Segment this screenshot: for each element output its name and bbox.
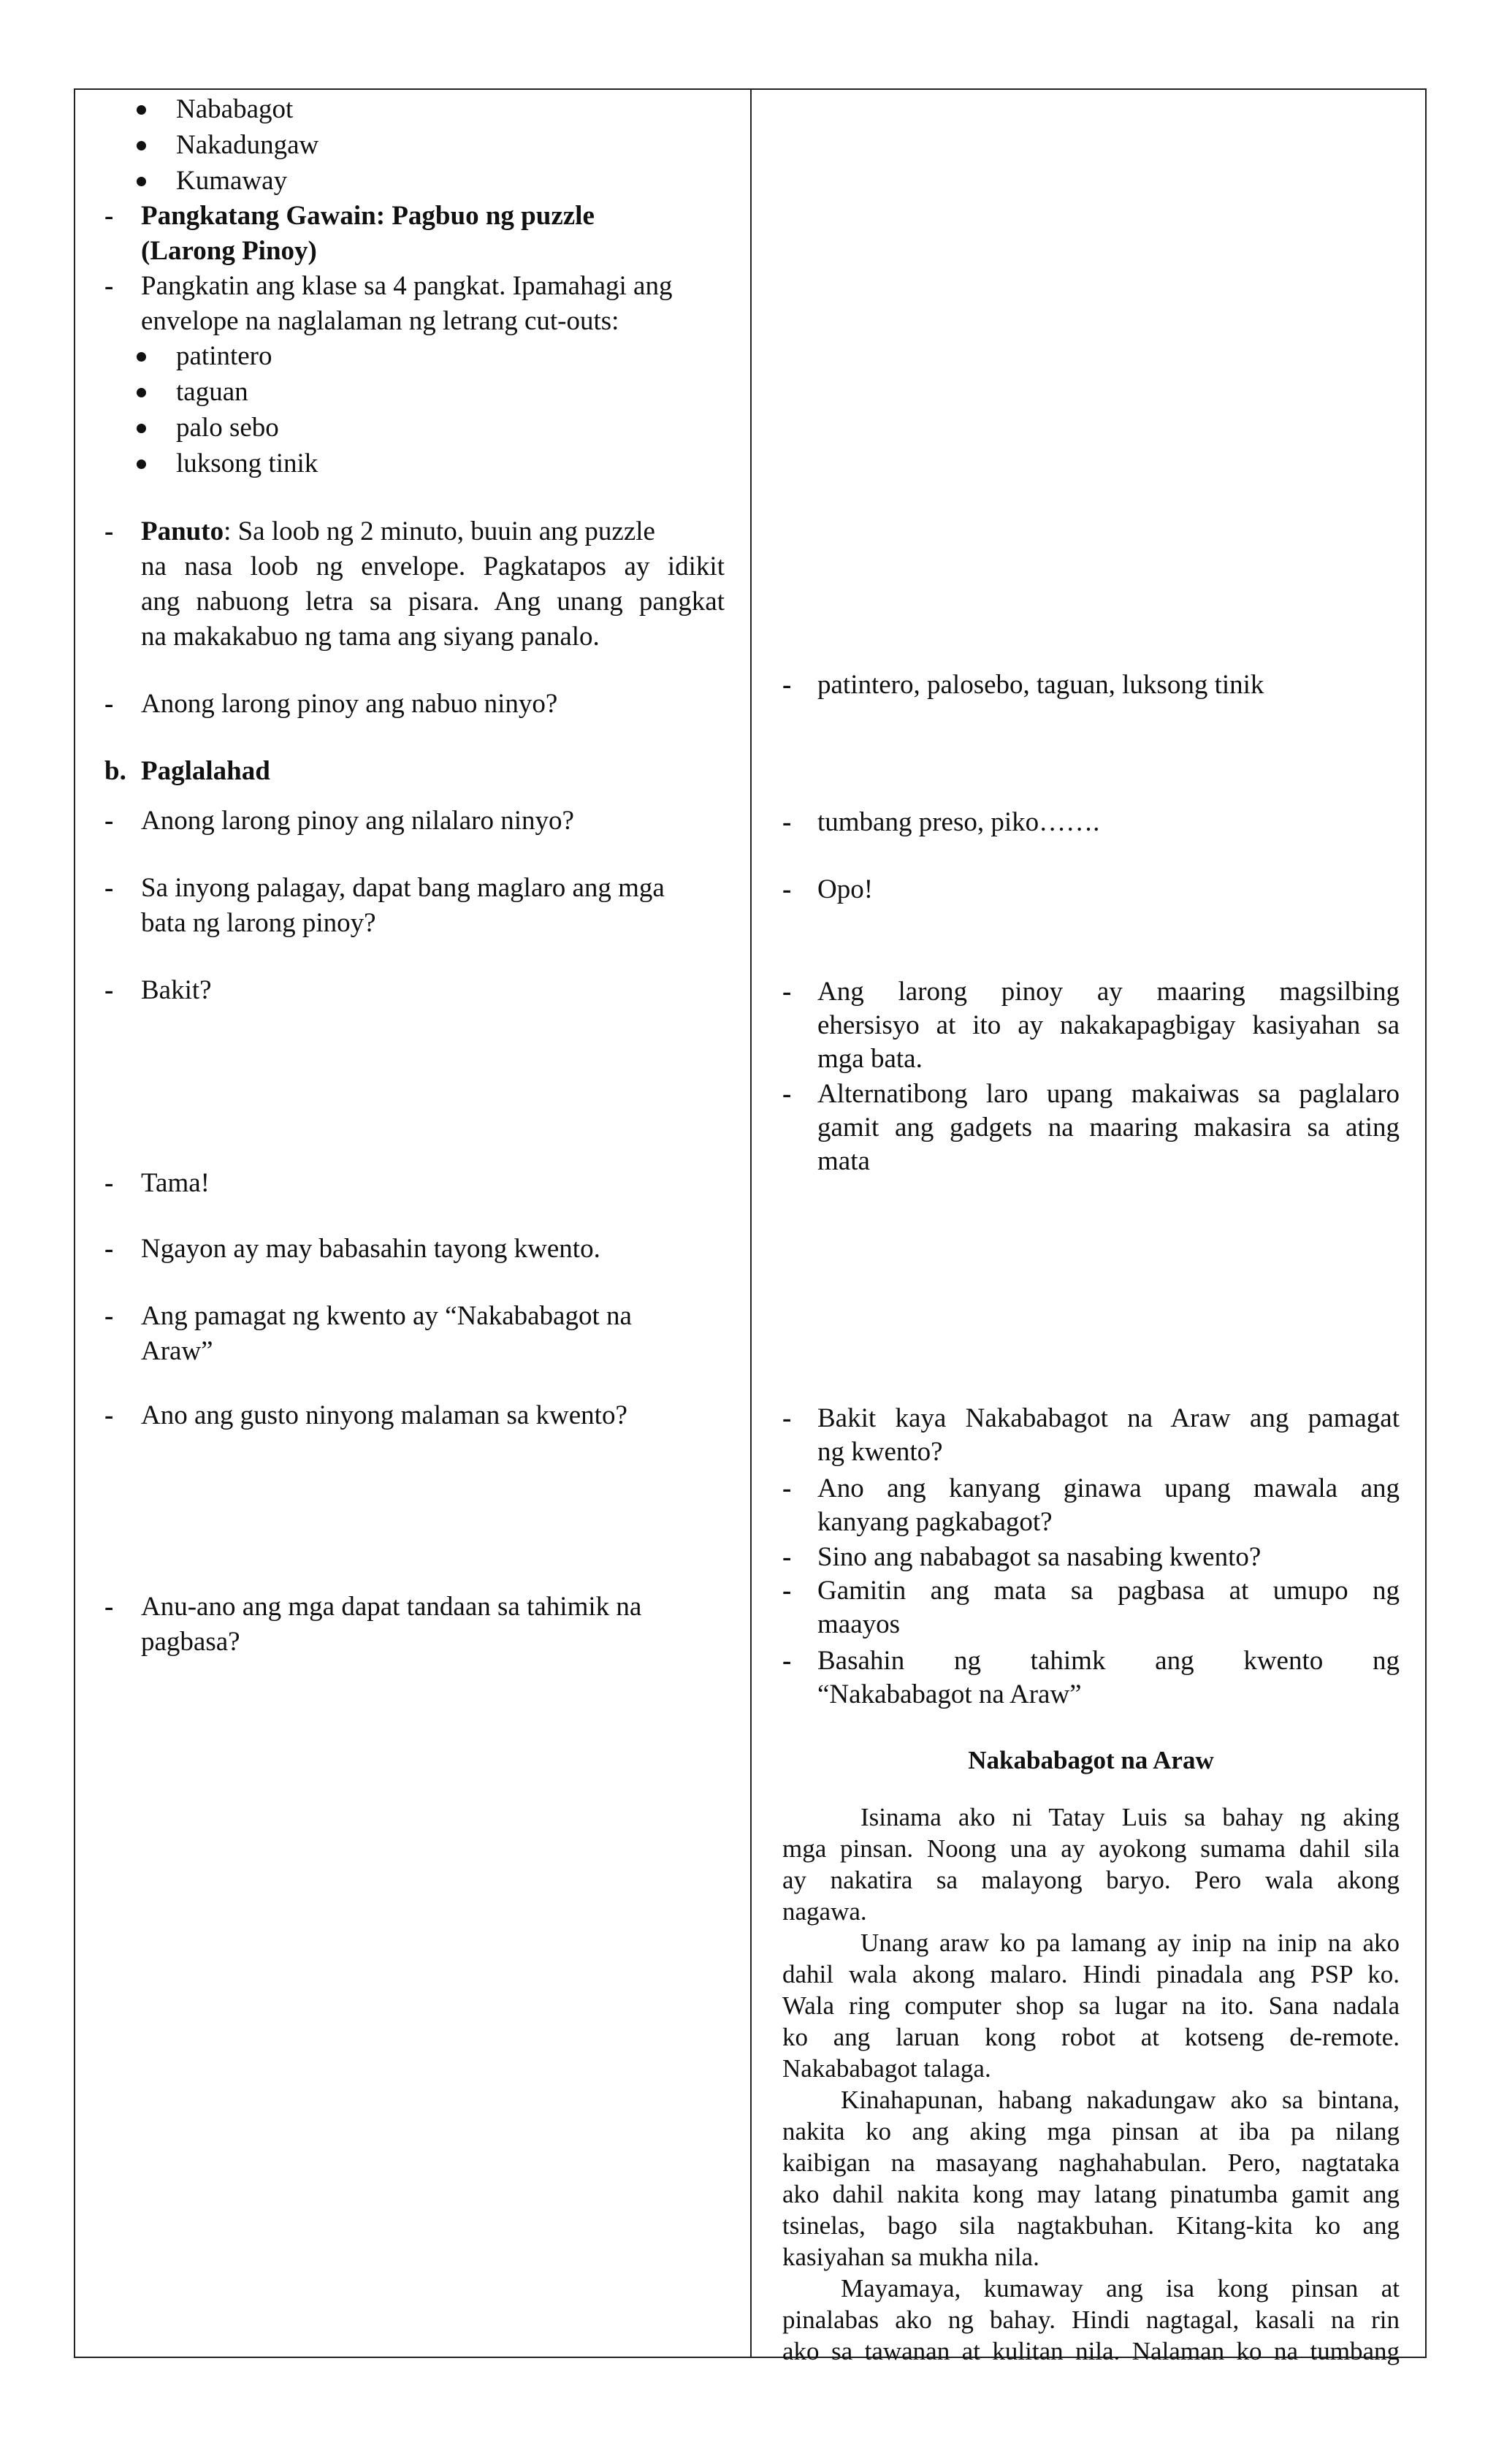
group-instruction-2: envelope na naglalaman ng letrang cut-outs:: [141, 306, 619, 336]
story-line: kasiyahan sa mukha nila.: [782, 2243, 1039, 2271]
dash-marker: -: [782, 1576, 792, 1606]
story-line: Nakababagot talaga.: [782, 2054, 991, 2083]
story-line: pinalabas ako ng bahay. Hindi nagtagal, kasali na rin: [782, 2305, 1400, 2334]
answer-why-1-line3: mga bata.: [817, 1044, 923, 1074]
dash-marker: -: [782, 670, 792, 700]
question-know: Ano ang gusto ninyong malaman sa kwento?: [141, 1400, 627, 1430]
group-activity-heading-2: (Larong Pinoy): [141, 236, 317, 266]
story-line: Wala ring computer shop sa lugar na ito. Sana nadala: [782, 1991, 1400, 2020]
bullet-icon: [137, 352, 146, 362]
question-played: Anong larong pinoy ang nilalaro ninyo?: [141, 806, 574, 836]
answer-rules-1-line2: maayos: [817, 1609, 901, 1639]
puzzle-item: taguan: [176, 377, 248, 407]
story-line: ako dahil nakita kong may latang pinatumba gamit ang: [782, 2180, 1400, 2208]
bullet-icon: [137, 105, 146, 115]
story-title-intro-2: Araw”: [141, 1336, 213, 1366]
column-divider: [750, 88, 752, 2358]
panuto-line-4: na makakabuo ng tama ang siyang panalo.: [141, 622, 600, 652]
puzzle-item: luksong tinik: [176, 449, 318, 478]
bullet-icon: [137, 141, 146, 150]
story-line: ko ang laruan kong robot at kotseng de-remote.: [782, 2023, 1400, 2051]
panuto-label: Panuto: [141, 516, 224, 546]
answer-why-2: Alternatibong laro upang makaiwas sa paglalaro: [817, 1079, 1400, 1109]
question-why: Bakit?: [141, 975, 212, 1005]
story-line: ay nakatira sa malayong baryo. Pero wala akong: [782, 1866, 1400, 1894]
answer-should: Opo!: [817, 874, 874, 904]
story-line: mga pinsan. Noong una ay ayokong sumama dahil sila: [782, 1834, 1400, 1863]
answer-why-2-line3: mata: [817, 1146, 870, 1176]
panuto-line: [141, 514, 655, 549]
answer-why-1-line2: ehersisyo at ito ay nakakapagbigay kasiyahan sa: [817, 1010, 1400, 1040]
group-activity-heading: Pangkatang Gawain: Pagbuo ng puzzle: [141, 201, 595, 231]
dash-marker: -: [104, 975, 114, 1005]
dash-marker: -: [104, 1301, 114, 1331]
answer-know-1: Bakit kaya Nakababagot na Araw ang pamagat: [817, 1403, 1400, 1433]
dash-marker: -: [104, 1234, 114, 1264]
dash-marker: -: [782, 1473, 792, 1503]
dash-marker: -: [104, 806, 114, 836]
dash-marker: -: [104, 1400, 114, 1430]
dash-marker: -: [104, 271, 114, 301]
bullet-icon: [137, 424, 146, 433]
answer-rules-2: Basahin ng tahimk ang kwento ng: [817, 1646, 1400, 1676]
story-line: Kinahapunan, habang nakadungaw ako sa bintana,: [841, 2086, 1400, 2114]
section-letter: b.: [104, 756, 126, 786]
answer-why-1: Ang larong pinoy ay maaring magsilbing: [817, 977, 1400, 1007]
dash-marker: -: [104, 689, 114, 719]
panuto-text: : Sa loob ng 2 minuto, buuin ang puzzle: [224, 516, 655, 546]
question-should: Sa inyong palagay, dapat bang maglaro ang mga: [141, 873, 665, 903]
story-line: nakita ko ang aking mga pinsan at iba pa nilang: [782, 2117, 1400, 2145]
answer-rules-1: Gamitin ang mata sa pagbasa at umupo ng: [817, 1576, 1400, 1606]
dash-marker: -: [782, 977, 792, 1007]
dash-marker: -: [782, 1079, 792, 1109]
emotion-item: Kumaway: [176, 166, 288, 196]
story-title-intro: Ang pamagat ng kwento ay “Nakababagot na: [141, 1301, 632, 1331]
group-instruction: Pangkatin ang klase sa 4 pangkat. Ipamahagi ang: [141, 271, 673, 301]
bullet-icon: [137, 388, 146, 397]
story-line: tsinelas, bago sila nagtakbuhan. Kitang-kita ko ang: [782, 2211, 1400, 2240]
panuto-line-3: ang nabuong letra sa pisara. Ang unang pangkat: [141, 587, 725, 617]
story-line: Mayamaya, kumaway ang isa kong pinsan at: [841, 2274, 1400, 2303]
correct-remark: Tama!: [141, 1168, 210, 1198]
read-story-remark: Ngayon ay may babasahin tayong kwento.: [141, 1234, 600, 1264]
emotion-item: Nababagot: [176, 94, 294, 124]
question-rules: Anu-ano ang mga dapat tandaan sa tahimik na: [141, 1592, 642, 1622]
answer-rules-2-line2: “Nakababagot na Araw”: [817, 1679, 1082, 1709]
answer-know-2-line2: kanyang pagkabagot?: [817, 1507, 1053, 1537]
panuto-line-2: na nasa loob ng envelope. Pagkatapos ay idikit: [141, 552, 725, 581]
answer-know-1-line2: ng kwento?: [817, 1437, 943, 1467]
answer-know-2: Ano ang kanyang ginawa upang mawala ang: [817, 1473, 1400, 1503]
bullet-icon: [137, 177, 146, 186]
section-title: Paglalahad: [141, 756, 270, 786]
story-line: dahil wala akong malaro. Hindi pinadala ang PSP ko.: [782, 1960, 1400, 1988]
question-rules-2: pagbasa?: [141, 1627, 240, 1657]
emotion-item: Nakadungaw: [176, 130, 319, 160]
dash-marker: -: [104, 873, 114, 903]
answer-played: tumbang preso, piko…….: [817, 807, 1100, 837]
story-line: ako sa tawanan at kulitan nila. Nalaman ko na tumbang: [782, 2337, 1400, 2365]
answer-formed: patintero, palosebo, taguan, luksong tinik: [817, 670, 1264, 700]
dash-marker: -: [782, 807, 792, 837]
puzzle-item: palo sebo: [176, 413, 279, 443]
dash-marker: -: [104, 201, 114, 231]
dash-marker: -: [104, 1168, 114, 1198]
dash-marker: -: [104, 516, 114, 546]
dash-marker: -: [782, 1542, 792, 1572]
puzzle-item: patintero: [176, 341, 272, 371]
dash-marker: -: [782, 1646, 792, 1676]
question-should-2: bata ng larong pinoy?: [141, 908, 376, 938]
dash-marker: -: [782, 874, 792, 904]
dash-marker: -: [104, 1592, 114, 1622]
answer-why-2-line2: gamit ang gadgets na maaring makasira sa ating: [817, 1113, 1400, 1143]
story-line: nagawa.: [782, 1897, 867, 1926]
story-line: kaibigan na masayang naghahabulan. Pero, nagtataka: [782, 2148, 1400, 2177]
dash-marker: -: [782, 1403, 792, 1433]
story-line: Unang araw ko pa lamang ay inip na inip na ako: [860, 1929, 1400, 1957]
answer-know-3: Sino ang nababagot sa nasabing kwento?: [817, 1542, 1262, 1572]
story-line: Isinama ako ni Tatay Luis sa bahay ng aking: [860, 1803, 1400, 1831]
bullet-icon: [137, 459, 146, 469]
story-title: Nakababagot na Araw: [968, 1746, 1214, 1774]
question-formed: Anong larong pinoy ang nabuo ninyo?: [141, 689, 558, 719]
